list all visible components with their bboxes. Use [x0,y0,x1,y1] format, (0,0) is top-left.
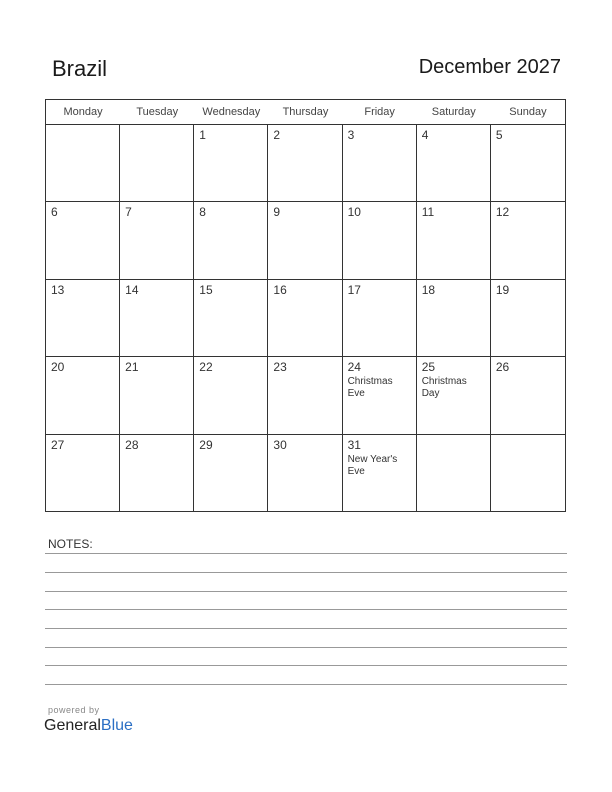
holiday-label-line: Christmas [421,376,467,388]
notes-line [45,609,567,610]
day-number: 31 [347,437,361,452]
day-number: 5 [495,128,503,142]
calendar-weeks [46,125,565,512]
day-number: 18 [421,282,436,297]
day-cell [343,125,417,202]
weekday-header: Monday [63,106,103,118]
notes-line [45,553,567,554]
day-cell [491,202,565,279]
day-cell [491,125,565,202]
day-cell [120,357,194,434]
day-number: 16 [273,282,287,297]
day-number: 23 [273,360,287,375]
day-cell [417,435,491,512]
day-cell [194,435,268,512]
day-number: 13 [51,282,65,297]
notes-line [45,684,567,685]
notes-line [45,572,567,573]
holiday-label-line: Eve [347,465,365,477]
country-title: Brazil [52,56,108,81]
day-cell [343,357,417,434]
holiday-label-line: Day [421,388,440,400]
holiday-label [348,454,411,478]
day-cell [194,357,268,434]
day-number: 4 [421,128,429,142]
day-number: 26 [495,360,510,375]
day-cell [268,280,342,357]
day-cell [120,435,194,512]
day-cell [343,435,417,512]
day-cell [194,280,268,357]
day-number: 20 [51,360,65,375]
day-number: 27 [51,437,65,452]
day-cell [46,435,120,512]
day-number: 7 [125,205,132,220]
day-cell [417,357,491,434]
brand-general: General [44,717,101,734]
notes-line [45,665,567,666]
day-number: 3 [347,128,355,142]
day-cell [120,125,194,202]
holiday-label-line: Eve [347,388,365,400]
day-cell [46,125,120,202]
notes-line [45,628,567,629]
powered-by-text: powered by [48,705,100,715]
day-number: 1 [199,128,206,142]
notes-line [45,591,567,592]
day-cell [417,125,491,202]
day-number: 12 [495,205,510,220]
day-number: 15 [199,282,213,297]
day-number: 24 [347,360,361,375]
day-number: 6 [51,205,58,220]
holiday-label-line: Christmas [347,376,393,388]
day-cell [343,202,417,279]
weekday-header: Wednesday [202,106,261,118]
day-number: 21 [125,360,139,375]
day-number: 10 [347,205,361,220]
day-cell [417,280,491,357]
holiday-label [422,376,485,400]
holiday-label [348,376,411,400]
day-cell [120,202,194,279]
day-cell [417,202,491,279]
day-number: 9 [273,205,281,220]
day-number: 17 [347,282,361,297]
day-number: 22 [199,360,213,375]
day-cell [120,280,194,357]
day-number: 11 [421,205,435,220]
day-cell [268,125,342,202]
day-cell [46,357,120,434]
day-cell [46,202,120,279]
day-number: 28 [125,437,139,452]
day-cell [194,125,268,202]
day-number: 8 [199,205,206,220]
day-cell [268,202,342,279]
day-number: 25 [421,360,436,375]
weekday-header: Friday [364,106,395,118]
day-number: 2 [273,128,281,142]
day-cell [268,357,342,434]
day-number: 19 [495,282,510,297]
day-cell [491,435,565,512]
calendar-grid [45,99,566,512]
weekday-header: Thursday [282,106,329,118]
weekday-header: Saturday [431,106,476,118]
day-cell [343,280,417,357]
weekday-header: Tuesday [136,106,179,118]
notes-label: NOTES: [48,537,93,551]
day-cell [194,202,268,279]
day-cell [46,280,120,357]
weekday-header-row [46,100,565,125]
day-number: 14 [125,282,139,297]
day-number: 30 [273,437,287,452]
notes-line [45,647,567,648]
day-cell [268,435,342,512]
weekday-header: Sunday [509,106,547,118]
day-cell [491,357,565,434]
brand-logo [44,717,133,735]
brand-blue: Blue [100,717,133,734]
day-number: 29 [199,437,213,452]
month-title: December 2027 [418,56,561,78]
day-cell [491,280,565,357]
holiday-label-line: New Year's [347,453,398,465]
